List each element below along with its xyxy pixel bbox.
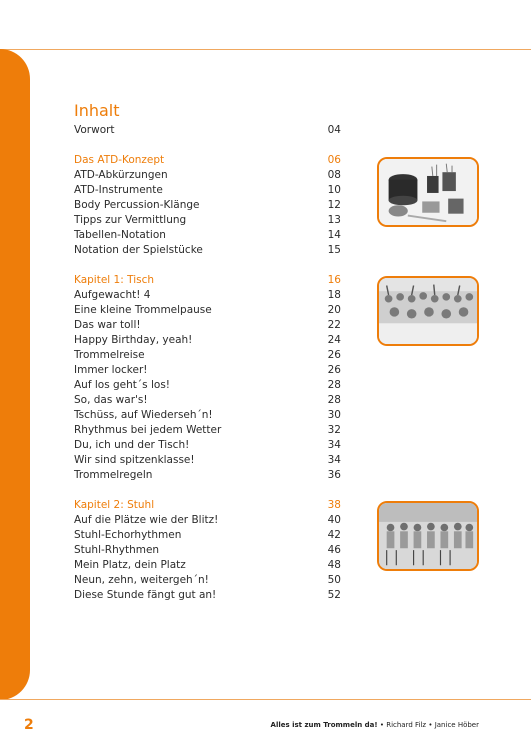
toc-entry-title: Rhythmus bei jedem Wetter (74, 424, 222, 436)
toc-spacer (74, 258, 344, 273)
toc-entry-title: Wir sind spitzenklasse! (74, 454, 195, 466)
toc-entry[interactable] (74, 378, 344, 393)
toc-entry-title: So, das war's! (74, 394, 148, 406)
toc-spacer (74, 138, 344, 153)
toc-page-number: 38 (327, 499, 341, 511)
toc-entry-title: Stuhl-Rhythmen (74, 544, 160, 556)
toc-page-number: 16 (327, 274, 341, 286)
toc-spacer (74, 483, 344, 498)
toc-entry[interactable] (74, 393, 344, 408)
toc-entry-title: Das war toll! (74, 319, 141, 331)
toc-page-number: 14 (327, 229, 341, 241)
toc-entry[interactable] (74, 363, 344, 378)
toc-entry-title: Aufgewacht! 4 (74, 289, 151, 301)
toc-chapter-heading[interactable] (74, 273, 344, 288)
page-number: 2 (24, 717, 34, 733)
footer-separator: • (428, 721, 433, 729)
toc-page-number: 34 (327, 454, 341, 466)
page-title: Inhalt (74, 100, 120, 120)
toc-page-number: 04 (327, 124, 341, 136)
toc-entry[interactable] (74, 513, 344, 528)
table-of-contents (74, 123, 344, 603)
toc-entry[interactable] (74, 423, 344, 438)
toc-page-number: 42 (327, 529, 341, 541)
toc-entry[interactable] (74, 453, 344, 468)
toc-page-number: 26 (327, 349, 341, 361)
toc-entry[interactable] (74, 438, 344, 453)
toc-page-number: 52 (327, 589, 341, 601)
toc-entry-title: Body Percussion-Klänge (74, 199, 200, 211)
toc-entry-title: Auf los geht´s los! (74, 379, 170, 391)
toc-entry[interactable] (74, 243, 344, 258)
toc-entry-title: ATD-Abkürzungen (74, 169, 168, 181)
toc-entry[interactable] (74, 528, 344, 543)
toc-page-number: 18 (327, 289, 341, 301)
toc-entry-title: ATD-Instrumente (74, 184, 163, 196)
toc-page-number: 06 (327, 154, 341, 166)
toc-entry[interactable] (74, 558, 344, 573)
toc-entry[interactable] (74, 573, 344, 588)
toc-chapter-heading[interactable] (74, 498, 344, 513)
toc-entry-title: Du, ich und der Tisch! (74, 439, 190, 451)
toc-entry-title: Auf die Plätze wie der Blitz! (74, 514, 219, 526)
author-name: Janice Höber (434, 721, 479, 729)
toc-entry-title: Happy Birthday, yeah! (74, 334, 193, 346)
toc-entry-title: Notation der Spielstücke (74, 244, 203, 256)
toc-entry[interactable] (74, 348, 344, 363)
toc-entry-title: Kapitel 2: Stuhl (74, 499, 155, 511)
toc-entry-title: Neun, zehn, weitergeh´n! (74, 574, 209, 586)
toc-page-number: 48 (327, 559, 341, 571)
toc-page-number: 15 (327, 244, 341, 256)
book-title: Alles ist zum Trommeln da! (270, 721, 378, 729)
toc-entry-title: Immer locker! (74, 364, 148, 376)
toc-entry[interactable] (74, 303, 344, 318)
toc-entry[interactable] (74, 588, 344, 603)
toc-entry-title: Tschüss, auf Wiederseh´n! (74, 409, 213, 421)
classroom-tables-photo (377, 276, 479, 346)
toc-page-number: 40 (327, 514, 341, 526)
toc-entry[interactable] (74, 198, 344, 213)
toc-page-number: 36 (327, 469, 341, 481)
toc-entry-title: Stuhl-Echorhythmen (74, 529, 182, 541)
instruments-photo (377, 157, 479, 227)
toc-page-number: 46 (327, 544, 341, 556)
footer-rule (0, 699, 531, 700)
toc-page-number: 50 (327, 574, 341, 586)
toc-entry[interactable] (74, 183, 344, 198)
toc-entry-title: Eine kleine Trommelpause (74, 304, 212, 316)
toc-page-number: 22 (327, 319, 341, 331)
toc-entry[interactable] (74, 288, 344, 303)
chapter-side-tab (0, 49, 30, 700)
toc-entry[interactable] (74, 468, 344, 483)
toc-page-number: 13 (327, 214, 341, 226)
footer-separator: • (379, 721, 384, 729)
toc-page-number: 08 (327, 169, 341, 181)
toc-entry[interactable] (74, 123, 344, 138)
toc-page-number: 10 (327, 184, 341, 196)
toc-entry-title: Diese Stunde fängt gut an! (74, 589, 217, 601)
toc-entry-title: Das ATD-Konzept (74, 154, 165, 166)
header-rule (0, 49, 531, 50)
toc-page-number: 28 (327, 394, 341, 406)
toc-entry-title: Kapitel 1: Tisch (74, 274, 155, 286)
toc-entry-title: Vorwort (74, 124, 115, 136)
footer-credits (271, 721, 479, 729)
classroom-chairs-photo (377, 501, 479, 571)
author-name: Richard Filz (386, 721, 427, 729)
toc-entry[interactable] (74, 318, 344, 333)
toc-page-number: 20 (327, 304, 341, 316)
toc-page-number: 30 (327, 409, 341, 421)
toc-entry-title: Trommelreise (74, 349, 145, 361)
toc-page-number: 24 (327, 334, 341, 346)
toc-entry[interactable] (74, 228, 344, 243)
toc-entry-title: Tipps zur Vermittlung (74, 214, 187, 226)
toc-entry[interactable] (74, 333, 344, 348)
toc-page-number: 32 (327, 424, 341, 436)
toc-entry[interactable] (74, 213, 344, 228)
toc-entry[interactable] (74, 408, 344, 423)
toc-chapter-heading[interactable] (74, 153, 344, 168)
toc-page-number: 12 (327, 199, 341, 211)
toc-entry-title: Tabellen-Notation (74, 229, 166, 241)
toc-page-number: 28 (327, 379, 341, 391)
toc-page-number: 34 (327, 439, 341, 451)
toc-page-number: 26 (327, 364, 341, 376)
toc-entry[interactable] (74, 543, 344, 558)
toc-entry-title: Mein Platz, dein Platz (74, 559, 186, 571)
toc-entry-title: Trommelregeln (74, 469, 153, 481)
toc-entry[interactable] (74, 168, 344, 183)
